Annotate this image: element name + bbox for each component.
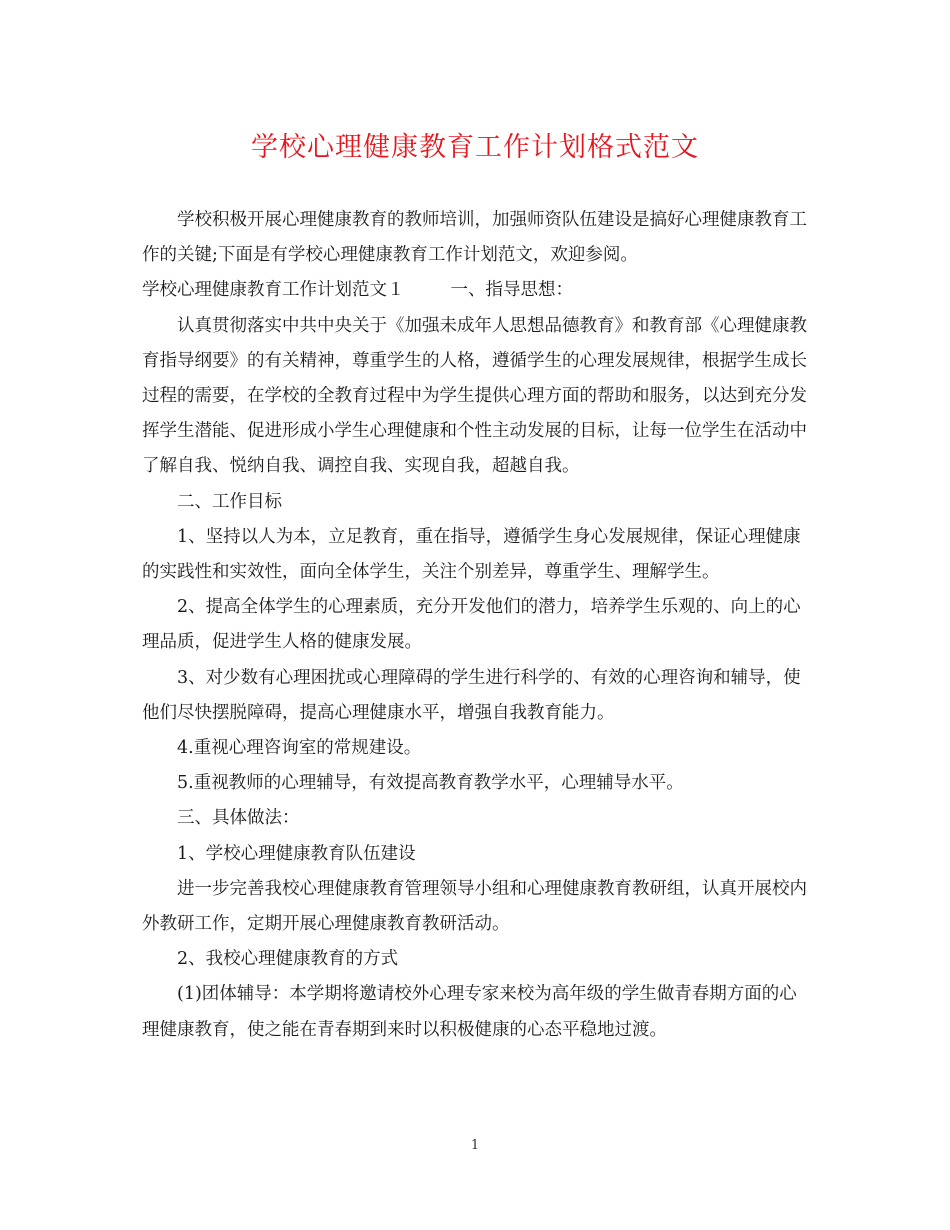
section3-heading: 三、具体做法： (177, 808, 300, 829)
goal-item-4: 4.重视心理咨询室的常规建设。 (177, 738, 422, 759)
page-number: 1 (470, 1138, 480, 1153)
guiding-paragraph: 认真贯彻落实中共中央关于《加强未成年人思想品德教育》和教育部《心理健康教育指导纲要》的有关精神，尊重学生的人格，遵循学生的心理发展规律，根据学生成长过程的需要，在学校的全教育过程中为学生提供心理方面的帮助和服务，以达到充分发挥学生潜能、促进形成小学生心理健康和个性主动发展的目标，让每一位学生在活动中了解自我、悦纳自我、调控自我、实现自我，超越自我。 (142, 315, 807, 477)
section1-heading: 一、指导思想： (450, 280, 573, 301)
sub2-heading: 2、我校心理健康教育的方式 (177, 949, 399, 970)
sub1-heading: 1、学校心理健康教育队伍建设 (177, 843, 416, 864)
goal-item-1: 1、坚持以人为本，立足教育，重在指导，遵循学生身心发展规律，保证心理健康的实践性和实效性，面向全体学生，关注个别差异，尊重学生、理解学生。 (142, 526, 801, 583)
goal-item-2: 2、提高全体学生的心理素质，充分开发他们的潜力，培养学生乐观的、向上的心理品质，促进学生人格的健康发展。 (142, 597, 801, 653)
section-label-line (142, 273, 810, 308)
document-title: 学校心理健康教育工作计划格式范文 (251, 132, 699, 163)
goal-item-3: 3、对少数有心理困扰或心理障碍的学生进行科学的、有效的心理咨询和辅导，使他们尽快摆脱障碍，提高心理健康水平，增强自我教育能力。 (142, 667, 801, 723)
goal-item-5: 5.重视教师的心理辅导，有效提高教育教学水平，心理辅导水平。 (177, 773, 684, 794)
section-label: 学校心理健康教育工作计划范文１ (142, 280, 405, 301)
document-body (142, 203, 810, 1048)
sub1-paragraph: 进一步完善我校心理健康教育管理领导小组和心理健康教育教研组，认真开展校内外教研工作，定期开展心理健康教育教研活动。 (142, 878, 807, 935)
section2-heading: 二、工作目标 (177, 491, 282, 512)
intro-paragraph: 学校积极开展心理健康教育的教师培训，加强师资队伍建设是搞好心理健康教育工作的关键;下面是有学校心理健康教育工作计划范文，欢迎参阅。 (142, 210, 807, 266)
sub2-paragraph: (1)团体辅导：本学期将邀请校外心理专家来校为高年级的学生做青春期方面的心理健康教育，使之能在青春期到来时以积极健康的心态平稳地过渡。 (142, 984, 797, 1040)
